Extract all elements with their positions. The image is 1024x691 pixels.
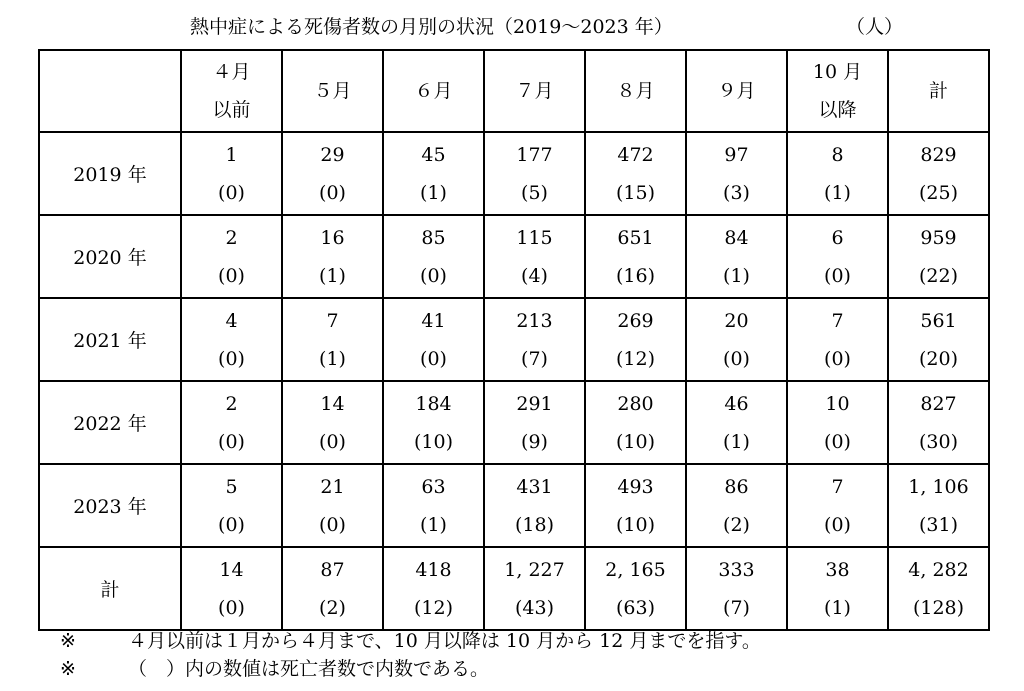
table-cell [383, 298, 484, 381]
table-row [39, 215, 989, 298]
death-count: (0) [218, 430, 245, 453]
table-cell [585, 132, 686, 215]
casualty-count: 7 [831, 475, 844, 498]
table-row [39, 547, 989, 630]
table-cell [383, 132, 484, 215]
casualty-count: 291 [516, 392, 553, 415]
casualty-count: 269 [617, 309, 654, 332]
casualty-count: 184 [415, 392, 452, 415]
footnote-mark: ※ [60, 658, 76, 680]
death-count: (0) [723, 347, 750, 370]
death-count: (10) [413, 430, 453, 453]
casualty-count: 651 [617, 226, 654, 249]
table-cell [585, 215, 686, 298]
table-cell [181, 547, 282, 630]
footnote-text: ４月以前は１月から４月まで、10 月以降は 10 月から 12 月までを指す。 [128, 630, 761, 652]
table-cell [181, 215, 282, 298]
casualty-count: 4 [225, 309, 238, 332]
death-count: (0) [824, 513, 851, 536]
table-cell [585, 381, 686, 464]
unit-label: （人） [846, 16, 904, 38]
casualty-count: 177 [516, 143, 553, 166]
casualty-count: 84 [724, 226, 749, 249]
table-row [39, 132, 989, 215]
casualty-count: 97 [724, 143, 749, 166]
casualty-count: 280 [617, 392, 654, 415]
col-header-line2: 以前 [212, 99, 251, 121]
death-count: (0) [218, 513, 245, 536]
death-count: (30) [918, 430, 958, 453]
casualty-count: 63 [421, 475, 446, 498]
table-body [39, 132, 989, 630]
death-count: (1) [319, 264, 346, 287]
table-row [39, 464, 989, 547]
table-cell [686, 547, 787, 630]
col-header [383, 50, 484, 132]
casualty-count: 959 [920, 226, 957, 249]
table-cell [686, 132, 787, 215]
col-header [484, 50, 585, 132]
death-count: (0) [218, 347, 245, 370]
row-label: 2023 年 [39, 464, 181, 547]
death-count: (0) [218, 596, 245, 619]
table-cell [787, 132, 888, 215]
row-label: 2021 年 [39, 298, 181, 381]
casualty-count: 10 [825, 392, 850, 415]
table-cell [282, 381, 383, 464]
col-header [181, 50, 282, 132]
casualty-count: 5 [225, 475, 238, 498]
table-row [39, 298, 989, 381]
casualty-count: 45 [421, 143, 446, 166]
casualty-count: 472 [617, 143, 654, 166]
table-cell [888, 381, 989, 464]
header-row [39, 50, 989, 132]
casualty-count: 4, 282 [908, 558, 969, 581]
casualty-count: 86 [724, 475, 749, 498]
death-count: (43) [514, 596, 554, 619]
casualty-count: 85 [421, 226, 446, 249]
death-count: (16) [615, 264, 655, 287]
table-cell [686, 464, 787, 547]
table-cell [181, 381, 282, 464]
table-cell [787, 381, 888, 464]
footnote-2 [60, 654, 489, 681]
col-header-line1: ６月 [414, 80, 453, 102]
table-cell [787, 464, 888, 547]
death-count: (0) [319, 430, 346, 453]
death-count: (0) [319, 181, 346, 204]
death-count: (2) [319, 596, 346, 619]
casualty-count: 2 [225, 226, 238, 249]
table-cell [181, 464, 282, 547]
death-count: (0) [420, 264, 447, 287]
table-cell [484, 298, 585, 381]
table-title: 熱中症による死傷者数の月別の状況（2019～2023 年） [190, 16, 673, 38]
death-count: (3) [723, 181, 750, 204]
casualty-count: 14 [320, 392, 345, 415]
casualty-count: 827 [920, 392, 957, 415]
death-count: (0) [824, 264, 851, 287]
table-cell [484, 547, 585, 630]
table-cell [282, 215, 383, 298]
corner-cell [39, 50, 181, 132]
col-header [686, 50, 787, 132]
table-cell [686, 298, 787, 381]
death-count: (1) [723, 264, 750, 287]
casualty-count: 38 [825, 558, 850, 581]
col-header-line1: ８月 [616, 80, 655, 102]
casualty-count: 7 [326, 309, 339, 332]
casualty-count: 7 [831, 309, 844, 332]
casualty-count: 29 [320, 143, 345, 166]
casualty-count: 1, 227 [504, 558, 565, 581]
casualty-count: 418 [415, 558, 452, 581]
casualty-count: 6 [831, 226, 844, 249]
death-count: (12) [413, 596, 453, 619]
death-count: (7) [521, 347, 548, 370]
table-cell [888, 547, 989, 630]
col-header [787, 50, 888, 132]
col-header [282, 50, 383, 132]
casualty-count: 46 [724, 392, 749, 415]
death-count: (22) [918, 264, 958, 287]
table-cell [383, 381, 484, 464]
table-cell [484, 464, 585, 547]
casualty-count: 493 [617, 475, 654, 498]
table-cell [888, 464, 989, 547]
table-cell [383, 464, 484, 547]
casualty-count: 20 [724, 309, 749, 332]
death-count: (0) [218, 264, 245, 287]
death-count: (15) [615, 181, 655, 204]
table-cell [282, 464, 383, 547]
row-label: 2022 年 [39, 381, 181, 464]
death-count: (4) [521, 264, 548, 287]
table-cell [282, 132, 383, 215]
col-header-line1: ４月 [212, 61, 251, 83]
death-count: (7) [723, 596, 750, 619]
death-count: (2) [723, 513, 750, 536]
death-count: (10) [615, 430, 655, 453]
death-count: (1) [420, 181, 447, 204]
table-cell [181, 132, 282, 215]
casualty-count: 87 [320, 558, 345, 581]
footnote-text: （ ）内の数値は死亡者数で内数である。 [128, 658, 490, 680]
col-header-line1: ９月 [717, 80, 756, 102]
table-cell [787, 215, 888, 298]
death-count: (1) [319, 347, 346, 370]
death-count: (12) [615, 347, 655, 370]
table-cell [686, 215, 787, 298]
table-cell [383, 215, 484, 298]
casualty-count: 213 [516, 309, 553, 332]
table-cell [888, 215, 989, 298]
col-header-line2: 以降 [818, 99, 857, 121]
death-count: (0) [824, 347, 851, 370]
row-label: 計 [39, 547, 181, 630]
death-count: (1) [824, 596, 851, 619]
death-count: (25) [918, 181, 958, 204]
casualty-count: 115 [516, 226, 553, 249]
table-cell [787, 298, 888, 381]
casualty-count: 14 [219, 558, 244, 581]
casualty-count: 1, 106 [908, 475, 969, 498]
casualty-count: 16 [320, 226, 345, 249]
death-count: (5) [521, 181, 548, 204]
death-count: (63) [615, 596, 655, 619]
death-count: (0) [319, 513, 346, 536]
footnote-mark: ※ [60, 630, 76, 652]
col-header-line1: 10 月 [812, 61, 863, 83]
death-count: (0) [824, 430, 851, 453]
table-cell [282, 547, 383, 630]
table-cell [585, 298, 686, 381]
footnote-1 [60, 626, 761, 653]
death-count: (1) [420, 513, 447, 536]
death-count: (128) [912, 596, 965, 619]
col-header [585, 50, 686, 132]
death-count: (1) [723, 430, 750, 453]
table-cell [181, 298, 282, 381]
table-cell [484, 215, 585, 298]
col-header-line1: ７月 [515, 80, 554, 102]
col-header-line1: ５月 [313, 80, 352, 102]
death-count: (31) [918, 513, 958, 536]
casualty-count: 431 [516, 475, 553, 498]
casualty-count: 41 [421, 309, 446, 332]
death-count: (0) [218, 181, 245, 204]
table-cell [383, 547, 484, 630]
casualty-count: 2 [225, 392, 238, 415]
table-cell [585, 547, 686, 630]
row-label: 2019 年 [39, 132, 181, 215]
death-count: (0) [420, 347, 447, 370]
death-count: (20) [918, 347, 958, 370]
casualty-count: 829 [920, 143, 957, 166]
row-label: 2020 年 [39, 215, 181, 298]
casualty-count: 2, 165 [605, 558, 666, 581]
table-cell [282, 298, 383, 381]
casualty-count: 8 [831, 143, 844, 166]
casualty-count: 333 [718, 558, 755, 581]
casualty-count: 561 [920, 309, 957, 332]
table-row [39, 381, 989, 464]
table-cell [888, 132, 989, 215]
col-header [888, 50, 989, 132]
table-cell [787, 547, 888, 630]
col-header-line1: 計 [928, 80, 948, 102]
table-cell [484, 132, 585, 215]
death-count: (1) [824, 181, 851, 204]
heatstroke-monthly-table [38, 49, 990, 631]
death-count: (18) [514, 513, 554, 536]
table-cell [484, 381, 585, 464]
casualty-count: 1 [225, 143, 238, 166]
table-cell [585, 464, 686, 547]
table-cell [686, 381, 787, 464]
death-count: (10) [615, 513, 655, 536]
death-count: (9) [521, 430, 548, 453]
table-cell [888, 298, 989, 381]
casualty-count: 21 [320, 475, 345, 498]
